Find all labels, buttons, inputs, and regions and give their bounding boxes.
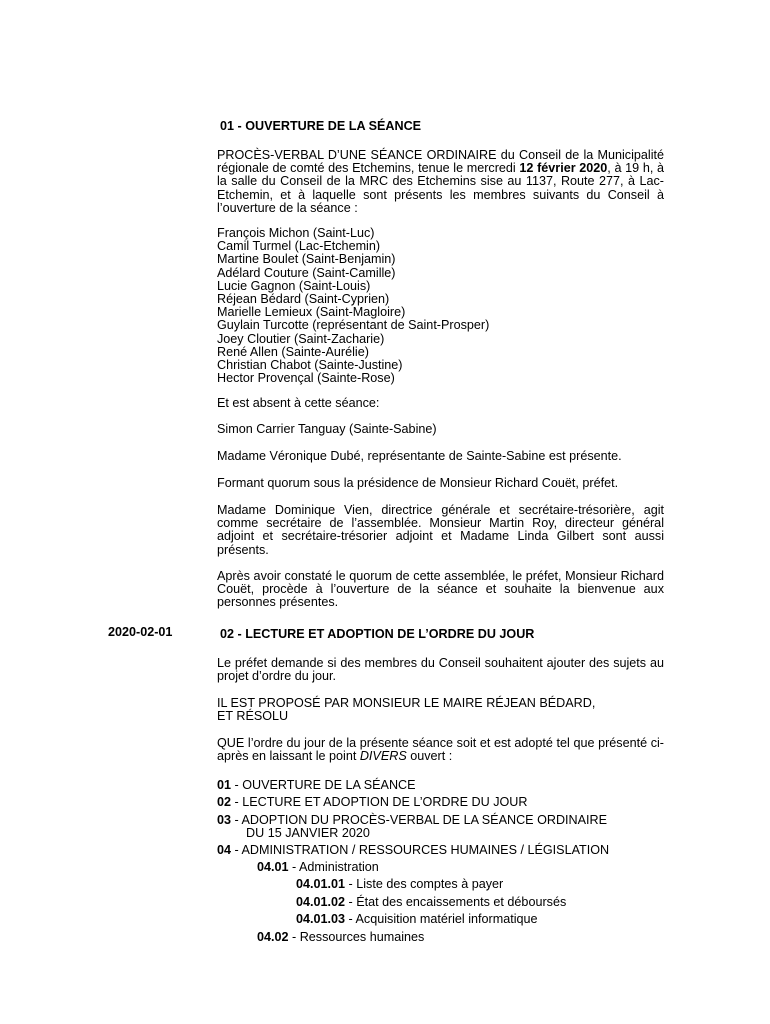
agenda-number: 01 — [217, 778, 232, 792]
agenda-number: 04.02 — [257, 930, 289, 944]
member-line: Réjean Bédard (Saint-Cyprien) — [217, 291, 390, 306]
resolved-line: ET RÉSOLU — [217, 709, 289, 724]
que-paragraph — [217, 737, 664, 763]
intro-tail: , à 19 h, à la salle du Conseil de la MRC des Etchemins sise au 1137, Route 277, à Lac-Etchemin, et à laquelle sont présents les membres suivants du Conseil à l’ouverture de la séance : — [217, 161, 665, 215]
agenda-number: 04.01 — [257, 860, 289, 874]
resolution-number: 2020-02-01 — [108, 625, 173, 639]
agenda-subsubitem — [296, 896, 566, 909]
intro-lead: PROCÈS-VERBAL D’UNE SÉANCE ORDINAIRE du Conseil de la Municipalité régionale de comté des Etchemins, tenue le mercredi — [217, 148, 664, 176]
welcome-paragraph: Après avoir constaté le quorum de cette assemblée, le préfet, Monsieur Richard Couët, procède à l’ouverture de la séance et souhaite la bienvenue aux personnes présentes. — [217, 569, 664, 610]
agenda-item — [217, 796, 527, 809]
absent-member: Simon Carrier Tanguay (Sainte-Sabine) — [217, 422, 437, 436]
meeting-date: 12 février 2020 — [519, 161, 608, 176]
proposal-block — [217, 697, 664, 723]
member-line: Joey Cloutier (Saint-Zacharie) — [217, 331, 385, 346]
agenda-number: 02 — [217, 795, 232, 809]
member-line: Adélard Couture (Saint-Camille) — [217, 265, 396, 280]
member-line: Guylain Turcotte (représentant de Saint-Prosper) — [217, 318, 490, 333]
representative-note: Madame Véronique Dubé, représentante de Sainte-Sabine est présente. — [217, 449, 622, 463]
member-line: François Michon (Saint-Luc) — [217, 226, 375, 240]
agenda-item — [217, 779, 416, 792]
section-01-heading: 01 - OUVERTURE DE LA SÉANCE — [220, 119, 422, 133]
request-paragraph: Le préfet demande si des membres du Conseil souhaitent ajouter des sujets au projet d’ordre du jour. — [217, 656, 664, 684]
agenda-item-continuation: DU 15 JANVIER 2020 — [246, 826, 370, 840]
divers-term: DIVERS — [359, 749, 407, 764]
secretary-paragraph: Madame Dominique Vien, directrice générale et secrétaire-trésorière, agit comme secrétaire de l’assemblée. Monsieur Martin Roy, directeur général adjoint et secrétaire-trésorier adjoint et Madame Linda Gilbert sont aussi présents. — [217, 503, 664, 557]
agenda-label: - ADOPTION DU PROCÈS-VERBAL DE LA SÉANCE ORDINAIRE — [231, 813, 608, 827]
intro-paragraph — [217, 149, 664, 215]
agenda-subitem — [257, 931, 424, 944]
agenda-number: 03 — [217, 813, 232, 827]
agenda-number: 04.01.02 — [296, 895, 346, 909]
agenda-label: - État des encaissements et déboursés — [345, 895, 567, 909]
agenda-item — [217, 844, 609, 857]
agenda-number: 04.01.01 — [296, 877, 346, 891]
agenda-label: - OUVERTURE DE LA SÉANCE — [231, 778, 416, 792]
agenda-label: - Ressources humaines — [288, 930, 425, 944]
agenda-label: - Acquisition matériel informatique — [345, 912, 538, 926]
agenda-subsubitem — [296, 878, 503, 891]
members-list — [217, 227, 664, 385]
que-tail: ouvert : — [406, 749, 453, 764]
member-line: René Allen (Sainte-Aurélie) — [217, 344, 369, 359]
agenda-label: - Liste des comptes à payer — [345, 877, 504, 891]
agenda-subsubitem — [296, 913, 538, 926]
agenda-label: - Administration — [288, 860, 379, 874]
proposal-line: IL EST PROPOSÉ PAR MONSIEUR LE MAIRE RÉJEAN BÉDARD, — [217, 696, 596, 710]
agenda-label: - LECTURE ET ADOPTION DE L’ORDRE DU JOUR — [231, 795, 528, 809]
member-line: Marielle Lemieux (Saint-Magloire) — [217, 305, 406, 320]
que-lead: QUE l’ordre du jour de la présente séance soit et est adopté tel que présenté ci-après en laissant le point — [217, 736, 664, 764]
member-line: Camil Turmel (Lac-Etchemin) — [217, 239, 381, 254]
agenda-number: 04 — [217, 843, 232, 857]
agenda-subitem — [257, 861, 379, 874]
absent-label: Et est absent à cette séance: — [217, 396, 380, 410]
member-line: Lucie Gagnon (Saint-Louis) — [217, 278, 371, 293]
member-line: Hector Provençal (Sainte-Rose) — [217, 371, 395, 386]
member-line: Martine Boulet (Saint-Benjamin) — [217, 252, 396, 267]
member-line: Christian Chabot (Sainte-Justine) — [217, 357, 403, 372]
agenda-label: - ADMINISTRATION / RESSOURCES HUMAINES / LÉGISLATION — [231, 843, 610, 857]
agenda-number: 04.01.03 — [296, 912, 346, 926]
quorum-note: Formant quorum sous la présidence de Monsieur Richard Couët, préfet. — [217, 476, 619, 490]
section-02-heading: 02 - LECTURE ET ADOPTION DE L’ORDRE DU JOUR — [220, 627, 535, 641]
